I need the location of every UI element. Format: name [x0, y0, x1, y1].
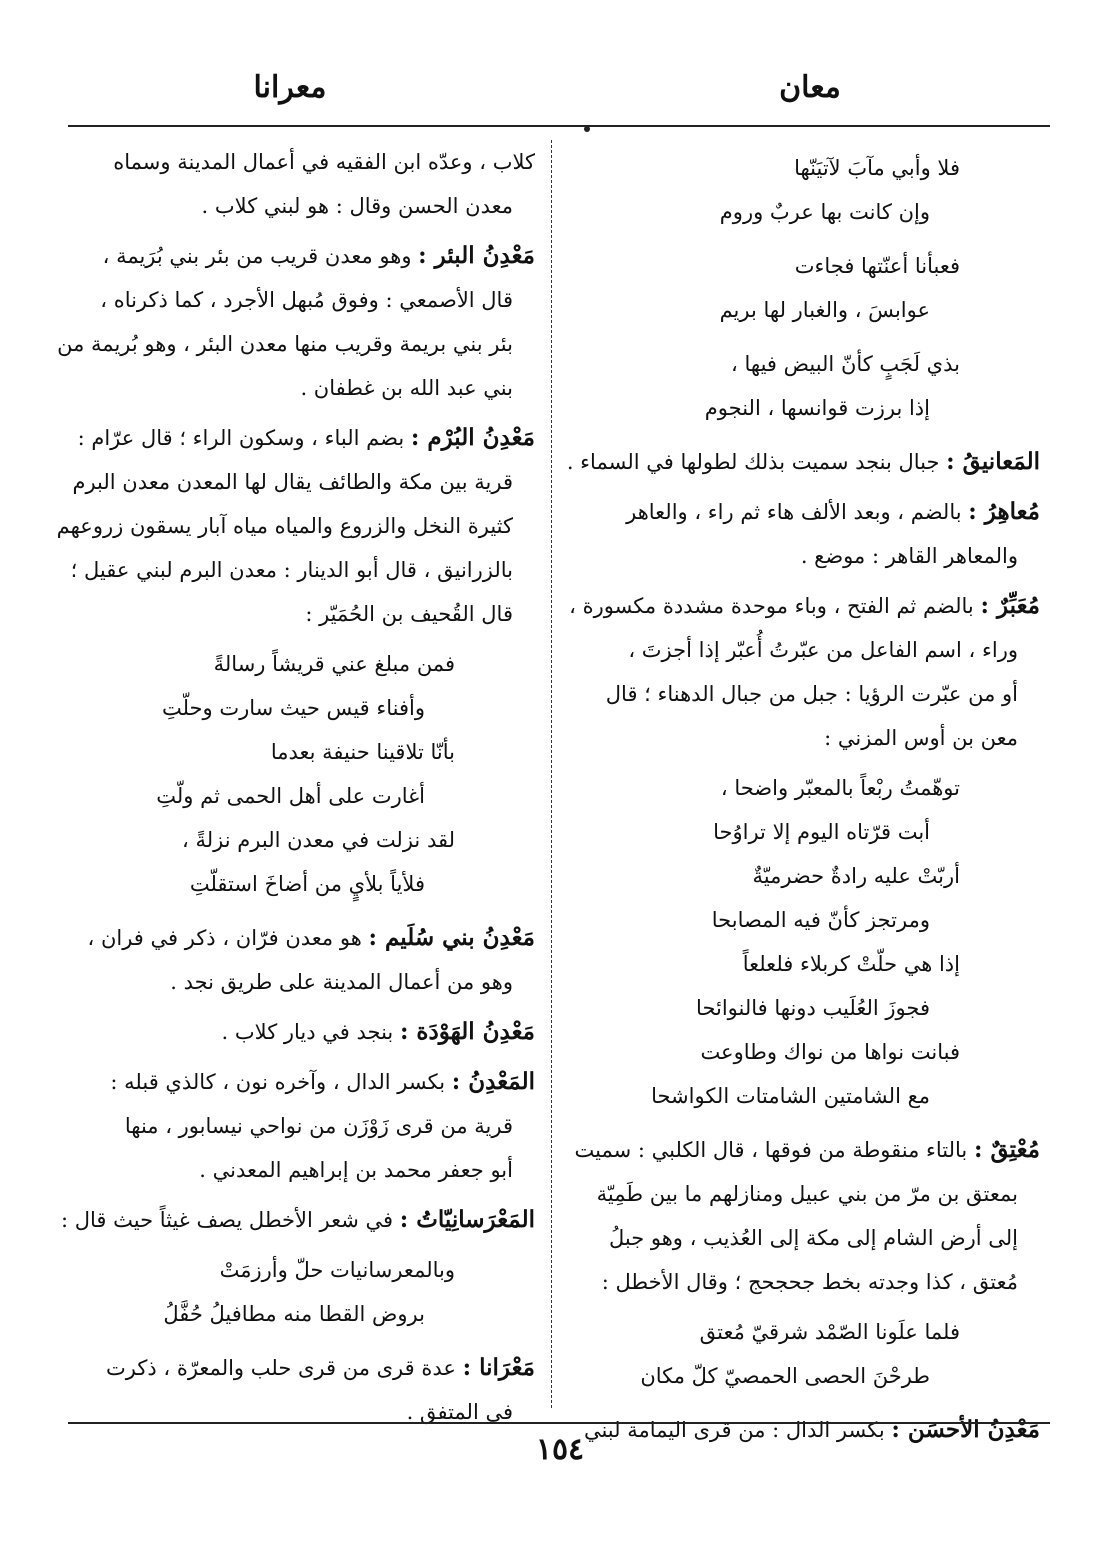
entry-term: المَعْرَسانِيّاتُ :: [399, 1206, 535, 1233]
verse-line: عوابسَ ، والغبار لها بريم: [719, 298, 930, 322]
verse-line: لقد نزلت في معدن البرم نزلةً ،: [182, 828, 455, 852]
entry-text: قال الأصمعي : وفوق مُبهل الأجرد ، كما ذكرناه ،: [100, 288, 513, 312]
verse-block: [75, 642, 535, 906]
entry-text: معن بن أوس المزني :: [824, 726, 1018, 750]
verse-line: وإن كانت بها عربٌ وروم: [719, 200, 930, 224]
verse-block: [570, 1310, 1040, 1398]
entry-term: مَعْدِنُ الهَوْدَة :: [399, 1018, 535, 1045]
entry-text: كلاب ، وعدّه ابن الفقيه في أعمال المدينة وسماه: [113, 150, 535, 174]
entry-text: بكسر الدال ، وآخره نون ، كالذي قبله :: [110, 1070, 452, 1094]
entry-term: المَعانيقُ :: [946, 448, 1040, 475]
verse-block: [570, 244, 1040, 332]
verse-line: بأنّا تلاقينا حنيفة بعدما: [270, 740, 455, 764]
verse-line: إذا هي حلّتْ كربلاء فلعلعاً: [742, 952, 960, 976]
entry-text: بالزرانيق ، قال أبو الدينار : معدن البرم لبني عقيل ؛: [70, 558, 513, 582]
verse-line: فبانت نواها من نواك وطاوعت: [700, 1040, 960, 1064]
entry-text: بمعتق بن مرّ من بني عبيل ومنازلهم ما بين طَمِيّة: [596, 1182, 1018, 1206]
entry-text: إلى أرض الشام إلى مكة إلى العُذيب ، وهو جبلُ: [608, 1226, 1018, 1250]
entry-text: في شعر الأخطل يصف غيثاً حيث قال :: [60, 1208, 400, 1232]
entry-madin-ahsan: [570, 1408, 1040, 1452]
right-column: [566, 140, 1040, 1443]
entry-marsaniyat: [60, 1198, 535, 1242]
entry-text: معدن الحسن وقال : هو لبني كلاب .: [201, 194, 513, 218]
left-column: [56, 140, 535, 1424]
entry-maahir: [570, 490, 1040, 578]
verse-block: [570, 342, 1040, 430]
verse-block: [570, 146, 1040, 234]
entry-text: جبال بنجد سميت بذلك لطولها في السماء .: [566, 450, 947, 474]
verse-line: بذي لَجَبٍ كأنّ البيض فيها ،: [731, 352, 960, 376]
entry-madin-bani-sulaim: [75, 916, 535, 1004]
entry-maaniq: [566, 440, 1040, 484]
verse-line: إذا برزت قوانسها ، النجوم: [704, 396, 930, 420]
verse-line: فجوزَ العُلَيب دونها فالنوائحا: [696, 996, 930, 1020]
entry-madin-bir: [57, 234, 535, 410]
verse-line: فمن مبلغ عني قريشاً رسالةً: [213, 652, 455, 676]
entry-term: مَعْدِنُ البُرْم :: [410, 424, 535, 451]
verse-line: وأفناء قيس حيث سارت وحلّتِ: [161, 696, 425, 720]
entry-text: قال القُحيف بن الحُمَيّر :: [305, 602, 513, 626]
verse-line: أبت قرّتاه اليوم إلا تراوُحا: [713, 820, 930, 844]
entry-madin-hawda: [75, 1010, 535, 1054]
entry-madin-burm: [56, 416, 535, 636]
entry-text: أبو جعفر محمد بن إبراهيم المعدني .: [199, 1158, 513, 1182]
entry-term: مُعاهِرُ :: [968, 498, 1040, 525]
entry-text: قرية من قرى زَوْزَن من نواحي نيسابور ، منها: [124, 1114, 513, 1138]
verse-line: طرحْنَ الحصى الحمصيّ كلّ مكان: [640, 1364, 930, 1388]
verse-block: [75, 1248, 535, 1336]
verse-block: [570, 766, 1040, 1118]
running-head-right: معان: [779, 70, 841, 105]
verse-line: فعبأنا أعنّتها فجاءت: [794, 254, 960, 278]
header-rule: [68, 125, 1050, 127]
entry-term: مَعْدِنُ الأحسَن :: [891, 1416, 1040, 1443]
entry-al-madin: [75, 1060, 535, 1192]
entry-text: وراء ، اسم الفاعل من عبّرتُ أُعبّر إذا أجزتَ ،: [628, 638, 1018, 662]
entry-text: مُعتق ، كذا وجدته بخط جحجحج ؛ وقال الأخطل :: [601, 1270, 1018, 1294]
entry-term: مَعْرَانا :: [462, 1354, 535, 1381]
entry-term: مُعْتِقٌ :: [973, 1136, 1040, 1163]
entry-marana: [75, 1346, 535, 1434]
entry-text: بالتاء منقوطة من فوقها ، قال الكلبي : سميت: [574, 1138, 974, 1162]
ink-dot: [584, 126, 590, 132]
verse-line: فلما علَونا الصّمْد شرقيّ مُعتق: [699, 1320, 960, 1344]
entry-text: في المتفق .: [406, 1400, 513, 1424]
entry-text: وهو معدن قريب من بئر بني بُرَيمة ،: [102, 244, 419, 268]
running-head-left: معرانا: [253, 70, 327, 105]
entry-text: كثيرة النخل والزروع والمياه مياه آبار يسقون زروعهم: [56, 514, 513, 538]
entry-term: المَعْدِنُ :: [451, 1068, 535, 1095]
entry-term: مُعَبِّرٌ :: [980, 592, 1040, 619]
verse-line: أغارت على أهل الحمى ثم ولّتِ: [156, 784, 425, 808]
entry-text: بنجد في ديار كلاب .: [221, 1020, 400, 1044]
column-divider: [551, 140, 552, 1408]
entry-text: عدة قرى من قرى حلب والمعرّة ، ذكرت: [106, 1356, 463, 1380]
verse-line: توهّمتُ ربْعاً بالمعبّر واضحا ،: [720, 776, 960, 800]
verse-line: ومرتجز كأنّ فيه المصابحا: [711, 908, 930, 932]
entry-text: أو من عبّرت الرؤيا : جبل من جبال الدهناء ؛ قال: [605, 682, 1018, 706]
entry-muabbar: [570, 584, 1040, 760]
entry-text: هو معدن فرّان ، ذكر في فران ،: [87, 926, 369, 950]
entry-text: بئر بني بريمة وقريب منها معدن البئر ، وهو بُريمة من: [57, 332, 513, 356]
entry-text: بضم الباء ، وسكون الراء ؛ قال عرّام :: [77, 426, 411, 450]
entry-text: بالضم ، وبعد الألف هاء ثم راء ، والعاهر: [626, 500, 969, 524]
verse-line: مع الشامتين الشامتات الكواشحا: [651, 1084, 930, 1108]
verse-line: فلأياً بلأيٍ من أضاخَ استقلّتِ: [189, 872, 425, 896]
verse-line: فلا وأبي مآبَ لآتيَنّها: [794, 156, 960, 180]
entry-text: وهو من أعمال المدينة على طريق نجد .: [170, 970, 513, 994]
entry-text: قرية بين مكة والطائف يقال لها المعدن معدن البرم: [72, 470, 513, 494]
page-number: ١٥٤: [535, 1432, 585, 1467]
entry-term: مَعْدِنُ بني سُلَيم :: [368, 924, 535, 951]
entry-text: بالضم ثم الفتح ، وباء موحدة مشددة مكسورة ،: [569, 594, 981, 618]
verse-line: وبالمعرسانيات حلّ وأرزمَتْ: [219, 1258, 455, 1282]
footer-rule: [68, 1422, 1050, 1424]
entry-continuation: [75, 140, 535, 228]
entry-term: مَعْدِنُ البئر :: [418, 242, 535, 269]
entry-mutiq: [570, 1128, 1040, 1304]
verse-line: بروض القطا منه مطافيلُ حُفَّلُ: [163, 1302, 425, 1326]
entry-text: بكسر الدال : من قرى اليمامة لبني: [583, 1418, 892, 1442]
verse-line: أربّتْ عليه رادةٌ حضرميّةٌ: [752, 864, 960, 888]
entry-text: بني عبد الله بن غطفان .: [300, 376, 513, 400]
entry-text: والمعاهر القاهر : موضع .: [800, 544, 1018, 568]
